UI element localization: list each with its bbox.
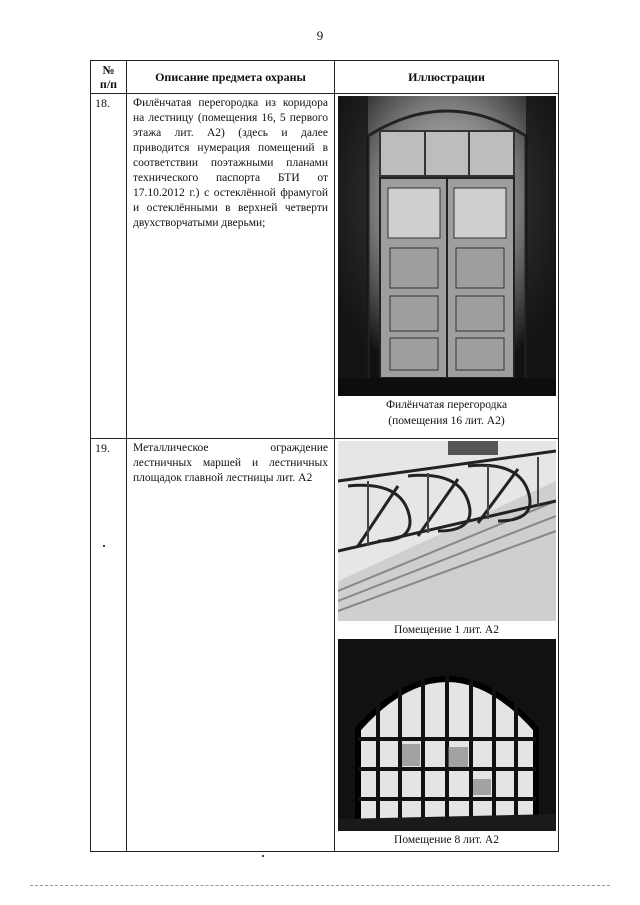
scan-speck bbox=[262, 855, 264, 857]
row-illustrations bbox=[335, 94, 559, 439]
protection-table bbox=[90, 60, 559, 852]
caption-line-1: Филёнчатая перегородка bbox=[385, 399, 508, 411]
table-row bbox=[91, 439, 559, 852]
scan-footer-line bbox=[30, 885, 610, 886]
photo-partition bbox=[338, 96, 556, 396]
row-number: 18. bbox=[91, 94, 127, 439]
caption-room-8: Помещение 8 лит. А2 bbox=[394, 834, 499, 846]
header-num: № п/п bbox=[91, 61, 127, 94]
table-header-row bbox=[91, 61, 559, 94]
header-illustrations: Иллюстрации bbox=[335, 61, 559, 94]
photo-staircase-railing bbox=[338, 441, 556, 621]
row-description: Металлическое ограждение лестничных маршей и лестничных площадок главной лестницы лит. А2 bbox=[127, 439, 335, 852]
scan-speck bbox=[103, 545, 105, 547]
table-row bbox=[91, 94, 559, 439]
row-description: Филёнчатая перегородка из коридора на лестницу (помещения 16, 5 первого этажа лит. А2) (здесь и далее приводится нумерация помещений в соответствии поэтажными планами технического паспорта БТИ от 17.10.2012 г.) с остеклённой фрамугой и остеклёнными в верхней четверти двухстворчатыми дверьми; bbox=[127, 94, 335, 439]
caption-line-2: (помещения 16 лит. А2) bbox=[388, 415, 505, 427]
page-number: 9 bbox=[316, 28, 324, 43]
row-number: 19. bbox=[91, 439, 127, 852]
header-description: Описание предмета охраны bbox=[127, 61, 335, 94]
caption-room-1: Помещение 1 лит. А2 bbox=[394, 624, 499, 636]
row-illustrations bbox=[335, 439, 559, 852]
photo-arched-window-grille bbox=[338, 639, 556, 831]
